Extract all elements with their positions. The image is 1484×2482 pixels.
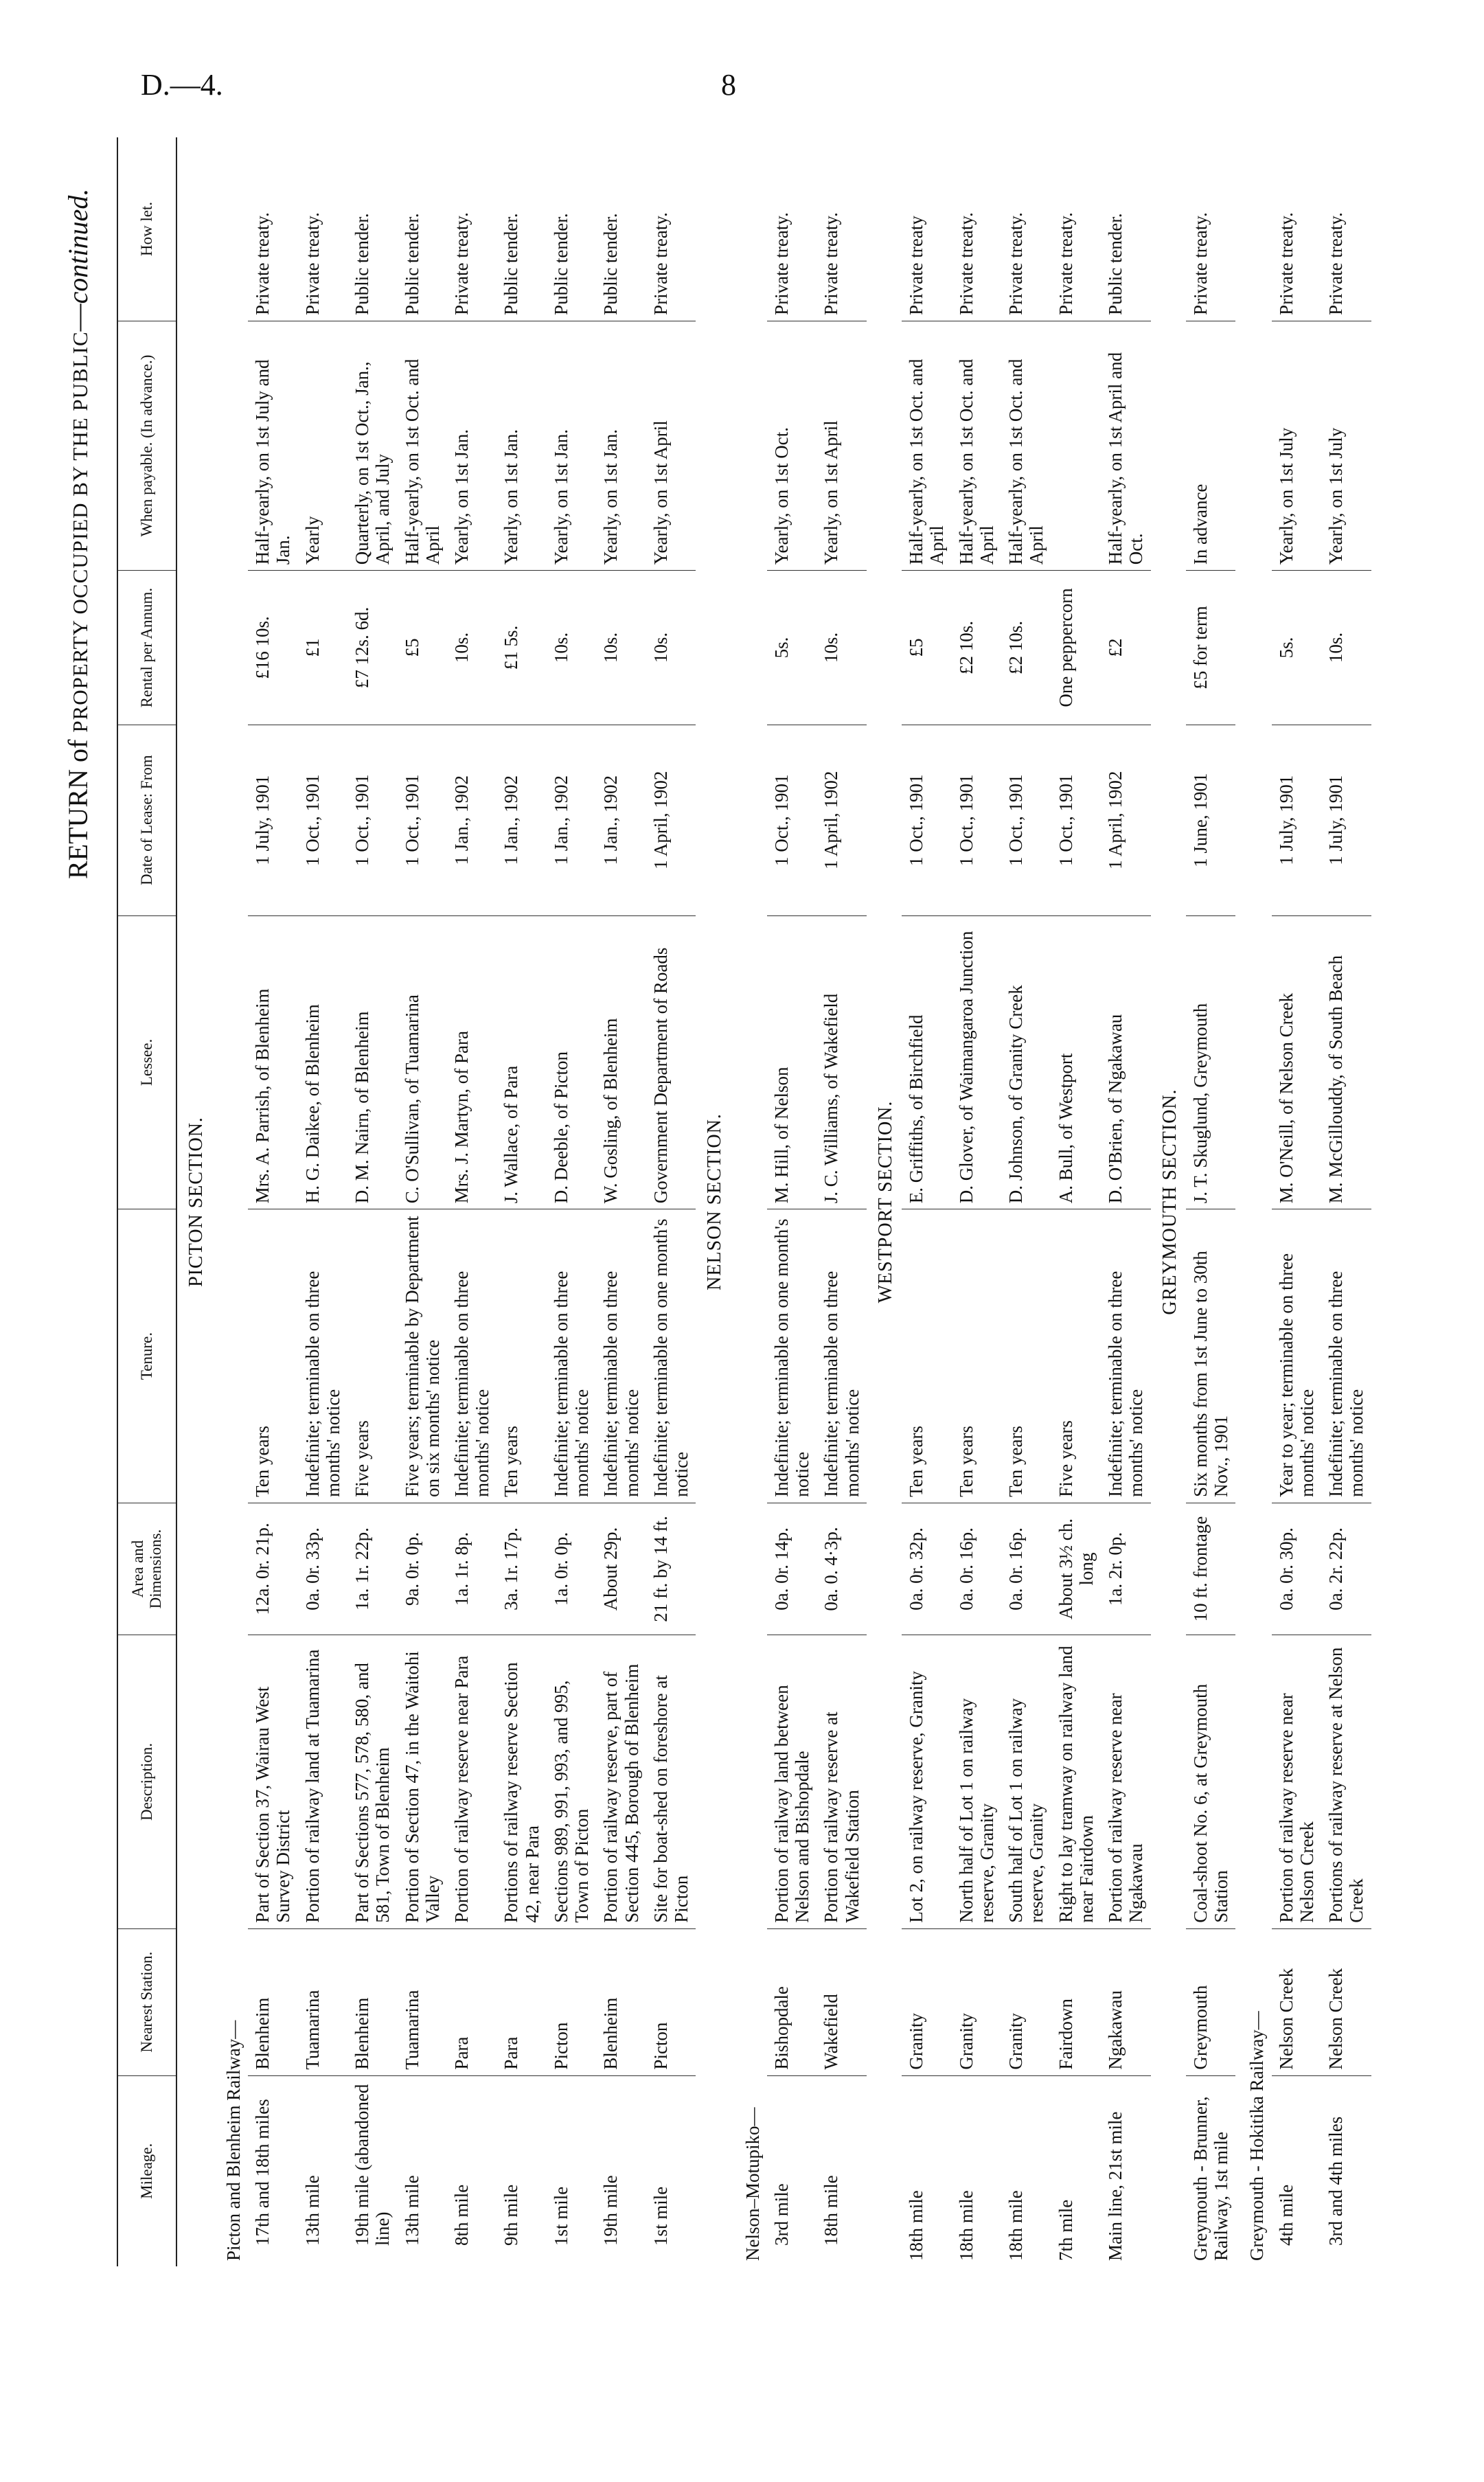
cell-rental: 10s. (817, 571, 866, 725)
cell-mileage: 1st mile (650, 2186, 671, 2246)
cell-tenure: Indefinite; terminable on one month's notice (646, 1209, 696, 1503)
cell-mileage: 17th and 18th miles (252, 2099, 273, 2246)
title-suffix: — (62, 304, 93, 332)
cell-when-payable: Yearly, on 1st Jan. (547, 321, 596, 570)
cell-description: Coal-shoot No. 6, at Greymouth Station (1186, 1635, 1235, 1929)
cell-description: Portion of railway reserve near Ngakawau (1101, 1635, 1150, 1929)
cell-nearest-station: Blenheim (596, 1928, 646, 2075)
table-row (1186, 137, 1235, 2266)
title-continued: continued. (62, 188, 93, 304)
cell-when-payable: Half-yearly, on 1st April and Oct. (1101, 321, 1150, 570)
cell-lessee: D. Glover, of Waimangaroa Junction (952, 915, 1001, 1209)
cell-nearest-station: Wakefield (817, 1928, 866, 2075)
group-row (1235, 137, 1271, 2266)
cell-nearest-station: Blenheim (248, 1928, 297, 2075)
cell-how-let: Private treaty. (646, 137, 696, 321)
cell-how-let: Private treaty. (767, 137, 817, 321)
cell-when-payable: Yearly, on 1st Oct. (767, 321, 817, 570)
cell-nearest-station: Picton (646, 1928, 696, 2075)
cell-rental: 10s. (1321, 571, 1371, 725)
cell-how-let: Private treaty. (298, 137, 347, 321)
col-header-lessee: Lessee. (117, 915, 176, 1209)
section-heading: NELSON SECTION. (704, 1113, 726, 1290)
title-prefix: RETURN of (62, 732, 93, 879)
cell-lessee: D. Deeble, of Picton (547, 915, 596, 1209)
table-row (1101, 137, 1150, 2266)
cell-description: South half of Lot 1 on railway reserve, Granity (1001, 1635, 1051, 1929)
cell-how-let: Public tender. (398, 137, 447, 321)
table-row (547, 137, 596, 2266)
rotated-table-container (117, 137, 1449, 2266)
cell-nearest-station: Picton (547, 1928, 596, 2075)
cell-area: 0a. 0r. 16p. (1001, 1503, 1051, 1635)
cell-lessee: J. Wallace, of Para (496, 915, 546, 1209)
cell-how-let: Private treaty. (817, 137, 866, 321)
cell-when-payable: Yearly, on 1st Jan. (447, 321, 496, 570)
cell-mileage: Main line, 21st mile (1105, 2111, 1126, 2261)
cell-date: 1 Jan., 1902 (547, 725, 596, 915)
cell-how-let: Private treaty. (1321, 137, 1371, 321)
cell-area: 0a. 0r. 16p. (952, 1503, 1001, 1635)
col-header-rental: Rental per Annum. (117, 571, 176, 725)
table-header-row (117, 137, 176, 2266)
cell-when-payable: In advance (1186, 321, 1235, 570)
cell-when-payable (1051, 321, 1101, 570)
section-heading: WESTPORT SECTION. (874, 1100, 896, 1303)
cell-tenure: Five years (1051, 1209, 1101, 1503)
cell-how-let: Private treaty. (1051, 137, 1101, 321)
table-row (817, 137, 866, 2266)
cell-date: 1 Oct., 1901 (952, 725, 1001, 915)
cell-tenure: Six months from 1st June to 30th Nov., 1901 (1186, 1209, 1235, 1503)
cell-how-let: Public tender. (547, 137, 596, 321)
cell-rental: £2 10s. (1001, 571, 1051, 725)
page-reference: D.—4. (141, 68, 223, 102)
cell-rental: £7 12s. 6d. (347, 571, 397, 725)
cell-nearest-station: Greymouth (1186, 1928, 1235, 2075)
cell-area: 3a. 1r. 17p. (496, 1503, 546, 1635)
cell-lessee: A. Bull, of Westport (1051, 915, 1101, 1209)
cell-date: 1 July, 1901 (1272, 725, 1321, 915)
cell-rental: £1 5s. (496, 571, 546, 725)
cell-lessee: D. Johnson, of Granity Creek (1001, 915, 1051, 1209)
cell-nearest-station: Nelson Creek (1321, 1928, 1371, 2075)
table-row (347, 137, 397, 2266)
cell-date: 1 Jan., 1902 (447, 725, 496, 915)
table-row (1321, 137, 1371, 2266)
cell-mileage: 18th mile (821, 2175, 842, 2246)
cell-area: 0a. 0. 4·3p. (817, 1503, 866, 1635)
cell-tenure: Indefinite; terminable on three months' notice (298, 1209, 347, 1503)
table-row (447, 137, 496, 2266)
cell-when-payable: Half-yearly, on 1st Oct. and April (952, 321, 1001, 570)
cell-date: 1 Oct., 1901 (1051, 725, 1101, 915)
cell-date: 1 Oct., 1901 (902, 725, 951, 915)
cell-description: Part of Section 37, Wairau West Survey District (248, 1635, 297, 1929)
cell-lessee: C. O'Sullivan, of Tuamarina (398, 915, 447, 1209)
cell-mileage: 9th mile (501, 2184, 522, 2246)
cell-description: North half of Lot 1 on railway reserve, Granity (952, 1635, 1001, 1929)
cell-date: 1 Jan., 1902 (496, 725, 546, 915)
cell-how-let: Public tender. (496, 137, 546, 321)
cell-lessee: J. C. Williams, of Wakefield (817, 915, 866, 1209)
title-caps: PROPERTY OCCUPIED BY THE PUBLIC (68, 331, 92, 733)
cell-lessee: M. Hill, of Nelson (767, 915, 817, 1209)
cell-tenure: Ten years (496, 1209, 546, 1503)
cell-date: 1 April, 1902 (646, 725, 696, 915)
cell-when-payable: Half-yearly, on 1st Oct. and April (398, 321, 447, 570)
cell-how-let: Private treaty. (447, 137, 496, 321)
cell-tenure: Indefinite; terminable on one month's notice (767, 1209, 817, 1503)
cell-mileage: 18th mile (955, 2190, 977, 2261)
table-row (1001, 137, 1051, 2266)
cell-rental: £2 (1101, 571, 1150, 725)
cell-description: Part of Sections 577, 578, 580, and 581, Town of Blenheim (347, 1635, 397, 1929)
cell-mileage: 18th mile (906, 2190, 927, 2261)
cell-mileage: 19th mile (600, 2175, 621, 2246)
cell-description: Sections 989, 991, 993, and 995, Town of Picton (547, 1635, 596, 1929)
cell-area: 1a. 1r. 8p. (447, 1503, 496, 1635)
cell-area: 1a. 0r. 0p. (547, 1503, 596, 1635)
cell-description: Right to lay tramway on railway land near Fairdown (1051, 1635, 1101, 1929)
cell-mileage: 19th mile (abandoned line) (352, 2084, 393, 2246)
cell-when-payable: Half-yearly, on 1st July and Jan. (248, 321, 297, 570)
cell-lessee: M. O'Neill, of Nelson Creek (1272, 915, 1321, 1209)
section-row (867, 137, 902, 2266)
section-heading: PICTON SECTION. (185, 1117, 207, 1287)
page-title (62, 189, 94, 879)
col-header-when-payable: When payable. (In advance.) (117, 321, 176, 570)
property-table (117, 137, 1371, 2266)
cell-when-payable: Yearly, on 1st April (646, 321, 696, 570)
cell-when-payable: Yearly, on 1st July (1321, 321, 1371, 570)
cell-rental: £5 for term (1186, 571, 1235, 725)
cell-date: 1 Jan., 1902 (596, 725, 646, 915)
cell-when-payable: Yearly, on 1st Jan. (596, 321, 646, 570)
cell-rental: 10s. (646, 571, 696, 725)
group-label: Nelson–Motupiko— (742, 2107, 763, 2261)
cell-mileage: 4th mile (1275, 2184, 1297, 2246)
cell-how-let: Private treaty. (1186, 137, 1235, 321)
cell-description: Portion of railway reserve at Wakefield Station (817, 1635, 866, 1929)
cell-tenure: Indefinite; terminable on three months' notice (817, 1209, 866, 1503)
cell-mileage: 18th mile (1005, 2190, 1027, 2261)
cell-how-let: Private treaty. (952, 137, 1001, 321)
cell-area: 0a. 0r. 32p. (902, 1503, 951, 1635)
cell-lessee: D. M. Nairn, of Blenheim (347, 915, 397, 1209)
col-header-nearest-station: Nearest Station. (117, 1928, 176, 2075)
cell-rental: 10s. (596, 571, 646, 725)
cell-area: 0a. 0r. 14p. (767, 1503, 817, 1635)
cell-nearest-station: Tuamarina (398, 1928, 447, 2075)
section-row (176, 137, 212, 2266)
cell-rental: 10s. (547, 571, 596, 725)
cell-description: Portion of Section 47, in the Waitohi Valley (398, 1635, 447, 1929)
cell-mileage: 13th mile (301, 2175, 323, 2246)
cell-rental: One peppercorn (1051, 571, 1101, 725)
cell-description: Portion of railway reserve near Nelson Creek (1272, 1635, 1321, 1929)
cell-mileage: 7th mile (1055, 2199, 1076, 2261)
table-row (398, 137, 447, 2266)
cell-area: 12a. 0r. 21p. (248, 1503, 297, 1635)
table-row (646, 137, 696, 2266)
cell-area: About 3½ ch. long (1051, 1503, 1101, 1635)
cell-how-let: Public tender. (596, 137, 646, 321)
cell-tenure: Ten years (248, 1209, 297, 1503)
cell-area: About 29p. (596, 1503, 646, 1635)
cell-description: Portion of railway land at Tuamarina (298, 1635, 347, 1929)
cell-date: 1 July, 1901 (1321, 725, 1371, 915)
cell-date: 1 April, 1902 (817, 725, 866, 915)
table-row (298, 137, 347, 2266)
col-header-area: Area and Dimensions. (117, 1503, 176, 1635)
cell-mileage: 8th mile (450, 2184, 472, 2246)
cell-lessee: J. T. Skuglund, Greymouth (1186, 915, 1235, 1209)
cell-area: 21 ft. by 14 ft. (646, 1503, 696, 1635)
cell-date: 1 July, 1901 (248, 725, 297, 915)
cell-how-let: Private treaty. (1001, 137, 1051, 321)
cell-date: 1 Oct., 1901 (298, 725, 347, 915)
cell-lessee: H. G. Daikee, of Blenheim (298, 915, 347, 1209)
cell-rental: 5s. (1272, 571, 1321, 725)
cell-when-payable: Half-yearly, on 1st Oct. and April (1001, 321, 1051, 570)
cell-when-payable: Yearly, on 1st April (817, 321, 866, 570)
cell-lessee: Mrs. J. Martyn, of Para (447, 915, 496, 1209)
group-label: Greymouth - Hokitika Railway— (1246, 2011, 1268, 2261)
cell-how-let: Private treaty. (248, 137, 297, 321)
cell-description: Portion of railway reserve, part of Section 445, Borough of Blenheim (596, 1635, 646, 1929)
cell-how-let: Private treaty (902, 137, 951, 321)
cell-tenure: Indefinite; terminable on three months' notice (1321, 1209, 1371, 1503)
cell-nearest-station: Fairdown (1051, 1928, 1101, 2075)
cell-rental: £1 (298, 571, 347, 725)
table-row (767, 137, 817, 2266)
cell-tenure: Ten years (1001, 1209, 1051, 1503)
section-row (1151, 137, 1186, 2266)
cell-rental: £2 10s. (952, 571, 1001, 725)
table-row (1272, 137, 1321, 2266)
cell-date: 1 April, 1902 (1101, 725, 1150, 915)
cell-area: 0a. 2r. 22p. (1321, 1503, 1371, 1635)
table-row (248, 137, 297, 2266)
cell-rental: £16 10s. (248, 571, 297, 725)
cell-how-let: Public tender. (347, 137, 397, 321)
cell-tenure: Ten years (952, 1209, 1001, 1503)
table-row (596, 137, 646, 2266)
cell-nearest-station: Para (496, 1928, 546, 2075)
table-row (952, 137, 1001, 2266)
cell-lessee: Mrs. A. Parrish, of Blenheim (248, 915, 297, 1209)
cell-lessee: D. O'Brien, of Ngakawau (1101, 915, 1150, 1209)
cell-tenure: Indefinite; terminable on three months' notice (1101, 1209, 1150, 1503)
cell-rental: £5 (902, 571, 951, 725)
col-header-date: Date of Lease: From (117, 725, 176, 915)
cell-description: Portions of railway reserve at Nelson Creek (1321, 1635, 1371, 1929)
cell-nearest-station: Granity (902, 1928, 951, 2075)
cell-area: 0a. 0r. 33p. (298, 1503, 347, 1635)
table-row (902, 137, 951, 2266)
table-row (496, 137, 546, 2266)
cell-tenure: Ten years (902, 1209, 951, 1503)
section-row (696, 137, 731, 2266)
cell-when-payable: Yearly, on 1st Jan. (496, 321, 546, 570)
cell-description: Portion of railway land between Nelson and Bishopdale (767, 1635, 817, 1929)
cell-rental: 5s. (767, 571, 817, 725)
cell-when-payable: Yearly (298, 321, 347, 570)
cell-how-let: Public tender. (1101, 137, 1150, 321)
cell-how-let: Private treaty. (1272, 137, 1321, 321)
cell-description: Lot 2, on railway reserve, Granity (902, 1635, 951, 1929)
col-header-tenure: Tenure. (117, 1209, 176, 1503)
cell-nearest-station: Nelson Creek (1272, 1928, 1321, 2075)
group-row (212, 137, 248, 2266)
cell-nearest-station: Tuamarina (298, 1928, 347, 2075)
cell-tenure: Indefinite; terminable on three months' notice (547, 1209, 596, 1503)
cell-tenure: Indefinite; terminable on three months' notice (447, 1209, 496, 1503)
cell-date: 1 Oct., 1901 (347, 725, 397, 915)
cell-area: 0a. 0r. 30p. (1272, 1503, 1321, 1635)
cell-mileage: Greymouth - Brunner, Railway, 1st mile (1189, 2096, 1232, 2261)
cell-date: 1 Oct., 1901 (398, 725, 447, 915)
cell-when-payable: Yearly, on 1st July (1272, 321, 1321, 570)
cell-when-payable: Quarterly, on 1st Oct., Jan., April, and July (347, 321, 397, 570)
col-header-how-let: How let. (117, 137, 176, 321)
cell-date: 1 Oct., 1901 (767, 725, 817, 915)
cell-lessee: M. McGillouddy, of South Beach (1321, 915, 1371, 1209)
cell-mileage: 13th mile (401, 2175, 422, 2246)
cell-lessee: E. Griffiths, of Birchfield (902, 915, 951, 1209)
cell-nearest-station: Granity (1001, 1928, 1051, 2075)
cell-nearest-station: Para (447, 1928, 496, 2075)
table-body (176, 137, 1371, 2266)
cell-area: 1a. 1r. 22p. (347, 1503, 397, 1635)
group-label: Picton and Blenheim Railway— (222, 2020, 244, 2261)
group-row (731, 137, 767, 2266)
cell-nearest-station: Granity (952, 1928, 1001, 2075)
cell-area: 9a. 0r. 0p. (398, 1503, 447, 1635)
cell-date: 1 Oct., 1901 (1001, 725, 1051, 915)
cell-mileage: 3rd and 4th miles (1325, 2116, 1347, 2246)
cell-area: 10 ft. frontage (1186, 1503, 1235, 1635)
cell-mileage: 3rd mile (770, 2183, 792, 2246)
cell-nearest-station: Bishopdale (767, 1928, 817, 2075)
cell-rental: 10s. (447, 571, 496, 725)
col-header-description: Description. (117, 1635, 176, 1929)
cell-area: 1a. 2r. 0p. (1101, 1503, 1150, 1635)
cell-rental: £5 (398, 571, 447, 725)
col-header-mileage: Mileage. (117, 2075, 176, 2266)
page-number: 8 (721, 68, 736, 102)
cell-tenure: Five years; terminable by Department on six months' notice (398, 1209, 447, 1503)
cell-nearest-station: Ngakawau (1101, 1928, 1150, 2075)
cell-lessee: Government Department of Roads (646, 915, 696, 1209)
cell-mileage: 1st mile (550, 2186, 571, 2246)
cell-description: Portions of railway reserve Section 42, near Para (496, 1635, 546, 1929)
table-row (1051, 137, 1101, 2266)
cell-tenure: Five years (347, 1209, 397, 1503)
section-heading: GREYMOUTH SECTION. (1158, 1089, 1180, 1315)
cell-description: Site for boat-shed on foreshore at Picton (646, 1635, 696, 1929)
cell-nearest-station: Blenheim (347, 1928, 397, 2075)
cell-when-payable: Half-yearly, on 1st Oct. and April (902, 321, 951, 570)
cell-description: Portion of railway reserve near Para (447, 1635, 496, 1929)
cell-date: 1 June, 1901 (1186, 725, 1235, 915)
cell-tenure: Indefinite; terminable on three months' notice (596, 1209, 646, 1503)
cell-lessee: W. Gosling, of Blenheim (596, 915, 646, 1209)
cell-tenure: Year to year; terminable on three months' notice (1272, 1209, 1321, 1503)
